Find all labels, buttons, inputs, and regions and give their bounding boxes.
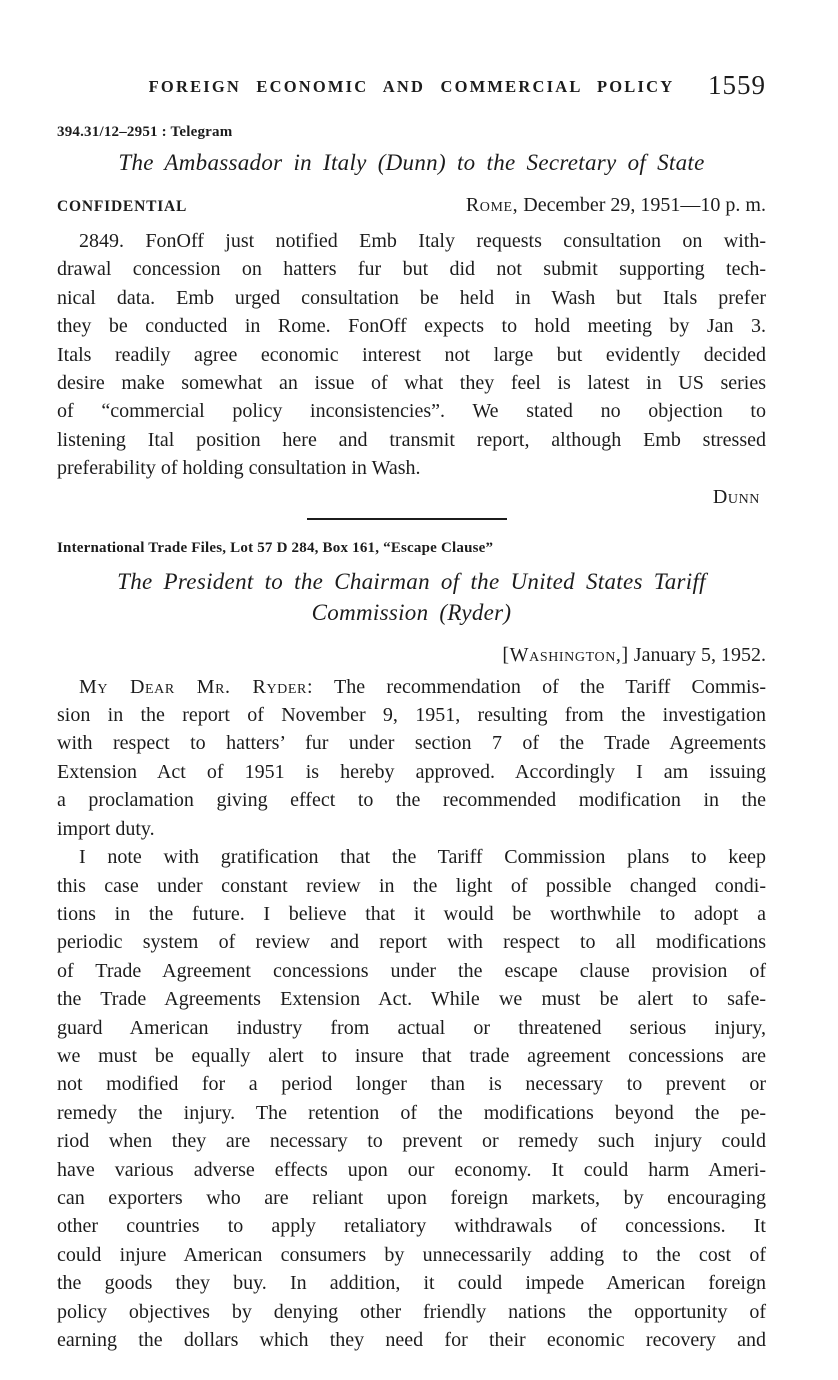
archival-reference-telegram: 394.31/12–2951 : Telegram (57, 124, 233, 140)
telegram-document (57, 122, 766, 520)
text-line: Extension Act of 1951 is hereby approved. Accordingly I am issuing (57, 760, 766, 783)
telegram-heading: The Ambassador in Italy (Dunn) to the Secretary of State (118, 150, 705, 175)
text-line: a proclamation giving effect to the recommended modification in the (57, 789, 766, 812)
letter-paragraph-2 (57, 843, 766, 1354)
text-line: earning the dollars which they need for their economic recovery and (57, 1329, 766, 1351)
text-line: the goods they buy. In addition, it could impede American foreign (57, 1272, 766, 1295)
text-line: other countries to apply retaliatory withdrawals of concessions. It (57, 1215, 766, 1238)
letter-dateline-date: January 5, 1952. (633, 643, 766, 666)
salutation-line (57, 673, 766, 701)
text-line: 2849. FonOff just notified Emb Italy requests consultation on with- (79, 230, 766, 252)
letter-paragraph-1 (57, 701, 766, 843)
telegram-signature: Dunn (712, 485, 760, 508)
text-line: have various adverse effects upon our economy. It could harm Ameri- (57, 1158, 766, 1181)
classification-label: CONFIDENTIAL (57, 198, 188, 215)
text-line: drawal concession on hatters fur but did not submit supporting tech- (57, 258, 766, 281)
text-line: I note with gratification that the Tariff Commission plans to keep (79, 846, 766, 869)
text-line: riod when they are necessary to prevent or remedy such injury could (57, 1130, 766, 1153)
text-line: Itals readily agree economic interest not large but evidently decided (57, 343, 766, 366)
text-line: we must be equally alert to insure that trade agreement concessions are (57, 1044, 766, 1067)
text-line: periodic system of review and report with respect to all modifications (57, 931, 766, 954)
salutation: My Dear Mr. Ryder: (79, 675, 314, 698)
letter-heading-line1: The President to the Chairman of the United States Tariff (117, 568, 706, 594)
text-line: remedy the injury. The retention of the modifications beyond the pe- (57, 1101, 766, 1124)
text-line: this case under constant review in the light of possible changed condi- (57, 874, 766, 897)
text-line: policy objectives by denying other friendly nations the opportunity of (57, 1300, 766, 1323)
telegram-dateline (466, 194, 766, 217)
text-line: could injure American consumers by unnecessarily adding to the cost of (57, 1243, 766, 1266)
text-line: guard American industry from actual or threatened serious injury, (57, 1016, 766, 1039)
letter-heading-line2: Commission (Ryder) (311, 599, 512, 625)
text-line: listening Ital position here and transmit report, although Emb stressed (57, 428, 766, 451)
text-line: they be conducted in Rome. FonOff expects to hold meeting by Jan 3. (57, 315, 766, 338)
letter-document (57, 538, 766, 1355)
text-line: not modified for a period longer than is necessary to prevent or (57, 1073, 766, 1096)
archival-reference-letter: International Trade Files, Lot 57 D 284, Box 161, “Escape Clause” (57, 539, 494, 556)
classification-date-row (57, 194, 766, 220)
page-header (57, 70, 766, 102)
text-line: tions in the future. I believe that it would be worthwhile to adopt a (57, 902, 766, 925)
text-line: the Trade Agreements Extension Act. While we must be alert to safe- (57, 988, 766, 1011)
letter-dateline (57, 642, 766, 668)
text-line: desire make somewhat an issue of what they feel is latest in US series (57, 372, 766, 395)
text-line: with respect to hatters’ fur under section 7 of the Trade Agreements (57, 732, 766, 755)
letter-body (57, 673, 766, 1355)
running-head-title: FOREIGN ECONOMIC AND COMMERCIAL POLICY (148, 77, 675, 96)
telegram-body (57, 227, 766, 483)
dateline-date: December 29, 1951—10 p. m. (523, 194, 766, 216)
section-divider-rule (307, 518, 507, 520)
text-line: preferability of holding consultation in Wash. (57, 457, 421, 480)
dateline-place: Rome, (465, 194, 519, 216)
text-line: import duty. (57, 817, 155, 840)
salutation-line-rest: The recommendation of the Tariff Commis- (334, 675, 767, 698)
text-line: sion in the report of November 9, 1951, resulting from the investigation (57, 704, 766, 727)
text-line: of “commercial policy inconsistencies”. We stated no objection to (57, 400, 766, 423)
letter-dateline-place: [Washington,] (502, 643, 629, 666)
page-number: 1559 (708, 70, 766, 100)
text-line: can exporters who are reliant upon foreign markets, by encouraging (57, 1186, 766, 1209)
text-line: nical data. Emb urged consultation be held in Wash but Itals prefer (57, 286, 766, 309)
text-line: of Trade Agreement concessions under the escape clause provision of (57, 959, 766, 982)
